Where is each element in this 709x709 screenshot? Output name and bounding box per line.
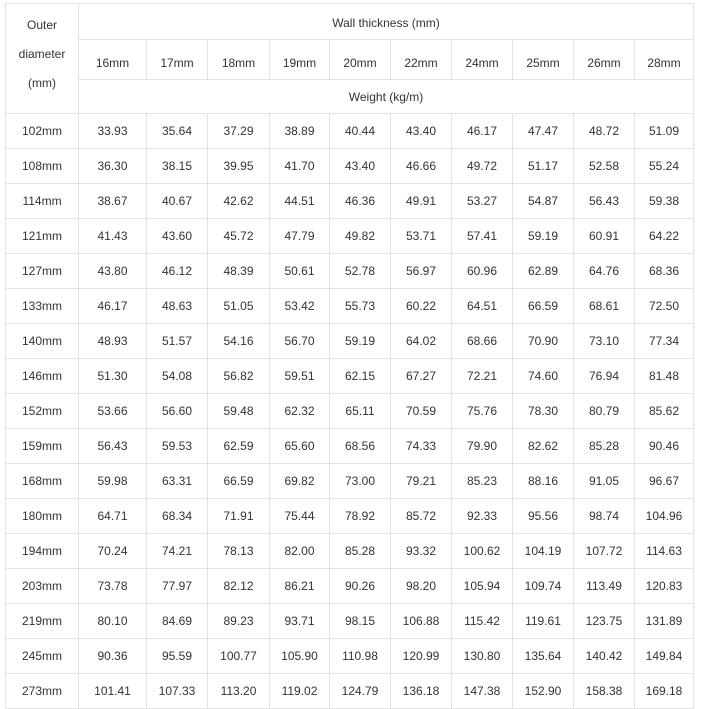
weight-cell: 54.87 bbox=[513, 184, 574, 219]
weight-cell: 64.02 bbox=[391, 324, 452, 359]
weight-cell: 169.18 bbox=[635, 674, 694, 709]
weight-cell: 140.42 bbox=[574, 639, 635, 674]
table-container bbox=[5, 3, 694, 709]
weight-cell: 85.23 bbox=[452, 464, 513, 499]
table-row bbox=[6, 499, 694, 534]
weight-cell: 136.18 bbox=[391, 674, 452, 709]
weight-cell: 119.61 bbox=[513, 604, 574, 639]
weight-cell: 98.15 bbox=[330, 604, 391, 639]
weight-cell: 51.05 bbox=[208, 289, 270, 324]
weight-cell: 70.24 bbox=[79, 534, 147, 569]
weight-cell: 86.21 bbox=[270, 569, 330, 604]
weight-cell: 80.10 bbox=[79, 604, 147, 639]
outer-diameter-cell: 152mm bbox=[6, 394, 79, 429]
weight-cell: 85.28 bbox=[574, 429, 635, 464]
weight-cell: 80.79 bbox=[574, 394, 635, 429]
weight-cell: 44.51 bbox=[270, 184, 330, 219]
weight-unit-header: Weight (kg/m) bbox=[79, 80, 694, 114]
weight-cell: 88.16 bbox=[513, 464, 574, 499]
weight-cell: 82.62 bbox=[513, 429, 574, 464]
table-row bbox=[6, 639, 694, 674]
weight-cell: 60.96 bbox=[452, 254, 513, 289]
table-row bbox=[6, 534, 694, 569]
weight-cell: 90.36 bbox=[79, 639, 147, 674]
weight-cell: 72.21 bbox=[452, 359, 513, 394]
weight-cell: 152.90 bbox=[513, 674, 574, 709]
table-row bbox=[6, 429, 694, 464]
weight-cell: 53.71 bbox=[391, 219, 452, 254]
weight-cell: 52.78 bbox=[330, 254, 391, 289]
weight-cell: 74.60 bbox=[513, 359, 574, 394]
weight-cell: 35.64 bbox=[147, 114, 208, 149]
weight-cell: 43.40 bbox=[330, 149, 391, 184]
weight-cell: 40.44 bbox=[330, 114, 391, 149]
weight-cell: 124.79 bbox=[330, 674, 391, 709]
weight-cell: 104.96 bbox=[635, 499, 694, 534]
thickness-header-cell: 17mm bbox=[147, 40, 208, 80]
weight-cell: 149.84 bbox=[635, 639, 694, 674]
outer-diameter-cell: 219mm bbox=[6, 604, 79, 639]
table-row bbox=[6, 114, 694, 149]
weight-cell: 46.36 bbox=[330, 184, 391, 219]
weight-cell: 68.34 bbox=[147, 499, 208, 534]
weight-cell: 60.22 bbox=[391, 289, 452, 324]
outer-diameter-cell: 121mm bbox=[6, 219, 79, 254]
weight-cell: 104.19 bbox=[513, 534, 574, 569]
table-row bbox=[6, 289, 694, 324]
outer-diameter-cell: 140mm bbox=[6, 324, 79, 359]
thickness-header-cell: 28mm bbox=[635, 40, 694, 80]
wall-thickness-header: Wall thickness (mm) bbox=[79, 4, 694, 40]
weight-cell: 42.62 bbox=[208, 184, 270, 219]
outer-diameter-cell: 108mm bbox=[6, 149, 79, 184]
weight-cell: 77.97 bbox=[147, 569, 208, 604]
weight-cell: 123.75 bbox=[574, 604, 635, 639]
weight-cell: 50.61 bbox=[270, 254, 330, 289]
weight-cell: 51.57 bbox=[147, 324, 208, 359]
thickness-header-row bbox=[6, 40, 694, 80]
outer-diameter-cell: 127mm bbox=[6, 254, 79, 289]
weight-cell: 51.17 bbox=[513, 149, 574, 184]
table-row bbox=[6, 219, 694, 254]
weight-cell: 64.51 bbox=[452, 289, 513, 324]
weight-cell: 135.64 bbox=[513, 639, 574, 674]
table-row bbox=[6, 324, 694, 359]
weight-cell: 52.58 bbox=[574, 149, 635, 184]
weight-cell: 105.94 bbox=[452, 569, 513, 604]
weight-cell: 59.19 bbox=[330, 324, 391, 359]
outer-diameter-header bbox=[6, 4, 79, 114]
weight-cell: 82.12 bbox=[208, 569, 270, 604]
weight-cell: 68.61 bbox=[574, 289, 635, 324]
weight-cell: 41.43 bbox=[79, 219, 147, 254]
table-row bbox=[6, 674, 694, 709]
weight-cell: 56.97 bbox=[391, 254, 452, 289]
weight-cell: 90.26 bbox=[330, 569, 391, 604]
weight-cell: 51.30 bbox=[79, 359, 147, 394]
weight-cell: 66.59 bbox=[208, 464, 270, 499]
weight-cell: 91.05 bbox=[574, 464, 635, 499]
table-row bbox=[6, 464, 694, 499]
weight-cell: 56.43 bbox=[574, 184, 635, 219]
weight-cell: 76.94 bbox=[574, 359, 635, 394]
weight-cell: 37.29 bbox=[208, 114, 270, 149]
pipe-weight-table bbox=[5, 3, 694, 709]
weight-cell: 33.93 bbox=[79, 114, 147, 149]
outer-diameter-cell: 273mm bbox=[6, 674, 79, 709]
weight-cell: 98.74 bbox=[574, 499, 635, 534]
thickness-header-cell: 25mm bbox=[513, 40, 574, 80]
weight-cell: 65.60 bbox=[270, 429, 330, 464]
weight-cell: 85.62 bbox=[635, 394, 694, 429]
weight-cell: 62.89 bbox=[513, 254, 574, 289]
outer-diameter-cell: 146mm bbox=[6, 359, 79, 394]
weight-cell: 36.30 bbox=[79, 149, 147, 184]
weight-cell: 77.34 bbox=[635, 324, 694, 359]
weight-cell: 115.42 bbox=[452, 604, 513, 639]
weight-cell: 105.90 bbox=[270, 639, 330, 674]
table-row bbox=[6, 359, 694, 394]
weight-cell: 73.10 bbox=[574, 324, 635, 359]
weight-cell: 78.13 bbox=[208, 534, 270, 569]
weight-cell: 101.41 bbox=[79, 674, 147, 709]
weight-cell: 47.47 bbox=[513, 114, 574, 149]
weight-cell: 46.12 bbox=[147, 254, 208, 289]
weight-cell: 49.91 bbox=[391, 184, 452, 219]
table-row bbox=[6, 149, 694, 184]
weight-cell: 78.30 bbox=[513, 394, 574, 429]
weight-cell: 74.21 bbox=[147, 534, 208, 569]
thickness-header-cell: 26mm bbox=[574, 40, 635, 80]
outer-diameter-cell: 194mm bbox=[6, 534, 79, 569]
weight-cell: 59.53 bbox=[147, 429, 208, 464]
weight-cell: 53.27 bbox=[452, 184, 513, 219]
weight-cell: 46.17 bbox=[79, 289, 147, 324]
weight-cell: 62.32 bbox=[270, 394, 330, 429]
weight-cell: 64.76 bbox=[574, 254, 635, 289]
weight-cell: 67.27 bbox=[391, 359, 452, 394]
weight-cell: 62.59 bbox=[208, 429, 270, 464]
weight-cell: 66.59 bbox=[513, 289, 574, 324]
table-row bbox=[6, 569, 694, 604]
weight-cell: 114.63 bbox=[635, 534, 694, 569]
weight-cell: 53.66 bbox=[79, 394, 147, 429]
thickness-header-cell: 22mm bbox=[391, 40, 452, 80]
weight-cell: 41.70 bbox=[270, 149, 330, 184]
table-body bbox=[6, 114, 694, 709]
outer-diameter-cell: 159mm bbox=[6, 429, 79, 464]
weight-cell: 39.95 bbox=[208, 149, 270, 184]
weight-cell: 48.63 bbox=[147, 289, 208, 324]
weight-cell: 110.98 bbox=[330, 639, 391, 674]
weight-cell: 38.67 bbox=[79, 184, 147, 219]
weight-cell: 79.90 bbox=[452, 429, 513, 464]
weight-cell: 59.38 bbox=[635, 184, 694, 219]
outer-diameter-header-line-1: Outer bbox=[26, 18, 57, 32]
weight-cell: 69.82 bbox=[270, 464, 330, 499]
weight-cell: 68.66 bbox=[452, 324, 513, 359]
weight-cell: 73.00 bbox=[330, 464, 391, 499]
weight-cell: 113.20 bbox=[208, 674, 270, 709]
weight-cell: 100.62 bbox=[452, 534, 513, 569]
weight-cell: 62.15 bbox=[330, 359, 391, 394]
weight-cell: 120.99 bbox=[391, 639, 452, 674]
weight-cell: 59.98 bbox=[79, 464, 147, 499]
weight-cell: 38.89 bbox=[270, 114, 330, 149]
weight-cell: 71.91 bbox=[208, 499, 270, 534]
weight-cell: 109.74 bbox=[513, 569, 574, 604]
weight-cell: 113.49 bbox=[574, 569, 635, 604]
weight-cell: 70.59 bbox=[391, 394, 452, 429]
weight-cell: 72.50 bbox=[635, 289, 694, 324]
weight-cell: 56.43 bbox=[79, 429, 147, 464]
weight-cell: 46.17 bbox=[452, 114, 513, 149]
outer-diameter-cell: 180mm bbox=[6, 499, 79, 534]
table-row bbox=[6, 394, 694, 429]
weight-cell: 54.16 bbox=[208, 324, 270, 359]
table-row bbox=[6, 184, 694, 219]
table-header bbox=[6, 4, 694, 114]
weight-cell: 120.83 bbox=[635, 569, 694, 604]
weight-cell: 96.67 bbox=[635, 464, 694, 499]
weight-cell: 49.82 bbox=[330, 219, 391, 254]
weight-cell: 95.59 bbox=[147, 639, 208, 674]
weight-cell: 68.36 bbox=[635, 254, 694, 289]
weight-cell: 106.88 bbox=[391, 604, 452, 639]
weight-cell: 59.19 bbox=[513, 219, 574, 254]
weight-cell: 64.71 bbox=[79, 499, 147, 534]
weight-cell: 60.91 bbox=[574, 219, 635, 254]
weight-cell: 85.28 bbox=[330, 534, 391, 569]
table-row bbox=[6, 254, 694, 289]
weight-cell: 73.78 bbox=[79, 569, 147, 604]
weight-cell: 54.08 bbox=[147, 359, 208, 394]
weight-cell: 95.56 bbox=[513, 499, 574, 534]
weight-cell: 70.90 bbox=[513, 324, 574, 359]
weight-cell: 147.38 bbox=[452, 674, 513, 709]
weight-cell: 93.32 bbox=[391, 534, 452, 569]
weight-cell: 56.82 bbox=[208, 359, 270, 394]
weight-cell: 43.40 bbox=[391, 114, 452, 149]
thickness-header-cell: 19mm bbox=[270, 40, 330, 80]
weight-cell: 64.22 bbox=[635, 219, 694, 254]
weight-cell: 90.46 bbox=[635, 429, 694, 464]
weight-cell: 56.60 bbox=[147, 394, 208, 429]
weight-cell: 158.38 bbox=[574, 674, 635, 709]
weight-cell: 56.70 bbox=[270, 324, 330, 359]
weight-cell: 119.02 bbox=[270, 674, 330, 709]
outer-diameter-cell: 102mm bbox=[6, 114, 79, 149]
weight-cell: 48.39 bbox=[208, 254, 270, 289]
thickness-header-cell: 24mm bbox=[452, 40, 513, 80]
weight-cell: 43.80 bbox=[79, 254, 147, 289]
thickness-header-cell: 20mm bbox=[330, 40, 391, 80]
weight-cell: 59.48 bbox=[208, 394, 270, 429]
weight-cell: 100.77 bbox=[208, 639, 270, 674]
weight-cell: 51.09 bbox=[635, 114, 694, 149]
outer-diameter-cell: 203mm bbox=[6, 569, 79, 604]
weight-cell: 82.00 bbox=[270, 534, 330, 569]
weight-cell: 75.44 bbox=[270, 499, 330, 534]
weight-cell: 107.72 bbox=[574, 534, 635, 569]
thickness-header-cell: 18mm bbox=[208, 40, 270, 80]
outer-diameter-header-line-2: diameter bbox=[18, 47, 66, 61]
weight-cell: 93.71 bbox=[270, 604, 330, 639]
weight-cell: 45.72 bbox=[208, 219, 270, 254]
weight-cell: 92.33 bbox=[452, 499, 513, 534]
weight-cell: 40.67 bbox=[147, 184, 208, 219]
weight-cell: 53.42 bbox=[270, 289, 330, 324]
table-row bbox=[6, 604, 694, 639]
weight-cell: 75.76 bbox=[452, 394, 513, 429]
outer-diameter-cell: 168mm bbox=[6, 464, 79, 499]
weight-cell: 78.92 bbox=[330, 499, 391, 534]
weight-cell: 55.73 bbox=[330, 289, 391, 324]
weight-cell: 63.31 bbox=[147, 464, 208, 499]
outer-diameter-cell: 133mm bbox=[6, 289, 79, 324]
weight-cell: 81.48 bbox=[635, 359, 694, 394]
weight-cell: 46.66 bbox=[391, 149, 452, 184]
weight-cell: 48.72 bbox=[574, 114, 635, 149]
weight-cell: 85.72 bbox=[391, 499, 452, 534]
weight-cell: 84.69 bbox=[147, 604, 208, 639]
weight-cell: 98.20 bbox=[391, 569, 452, 604]
outer-diameter-cell: 245mm bbox=[6, 639, 79, 674]
weight-cell: 89.23 bbox=[208, 604, 270, 639]
outer-diameter-cell: 114mm bbox=[6, 184, 79, 219]
weight-cell: 43.60 bbox=[147, 219, 208, 254]
weight-cell: 107.33 bbox=[147, 674, 208, 709]
weight-cell: 68.56 bbox=[330, 429, 391, 464]
weight-cell: 131.89 bbox=[635, 604, 694, 639]
weight-cell: 74.33 bbox=[391, 429, 452, 464]
thickness-header-cell: 16mm bbox=[79, 40, 147, 80]
weight-cell: 55.24 bbox=[635, 149, 694, 184]
weight-cell: 59.51 bbox=[270, 359, 330, 394]
weight-cell: 130.80 bbox=[452, 639, 513, 674]
outer-diameter-header-line-3: (mm) bbox=[28, 76, 56, 90]
weight-cell: 38.15 bbox=[147, 149, 208, 184]
weight-cell: 79.21 bbox=[391, 464, 452, 499]
weight-cell: 48.93 bbox=[79, 324, 147, 359]
weight-cell: 65.11 bbox=[330, 394, 391, 429]
weight-cell: 49.72 bbox=[452, 149, 513, 184]
weight-cell: 57.41 bbox=[452, 219, 513, 254]
weight-cell: 47.79 bbox=[270, 219, 330, 254]
